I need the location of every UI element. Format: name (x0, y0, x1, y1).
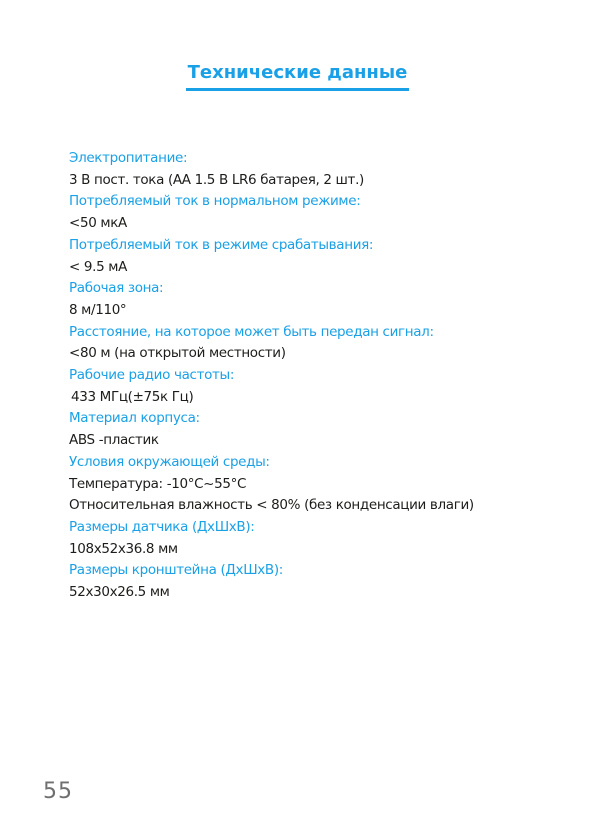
page-number: 55 (43, 779, 73, 804)
title-container (0, 62, 595, 91)
spec-label-environment: Условия окружающей среды: (69, 453, 270, 470)
spec-value-signal-range: <80 м (на открытой местности) (69, 345, 286, 362)
spec-value-temperature: Температура: -10°C~55°C (69, 475, 247, 492)
spec-value-power: 3 В пост. тока (АА 1.5 В LR6 батарея, 2 шт.) (69, 171, 364, 188)
spec-value-normal-current: <50 мкА (69, 215, 127, 232)
spec-value-humidity: Относительная влажность < 80% (без конденсации влаги) (69, 497, 474, 514)
spec-label-bracket-dimensions: Размеры кронштейна (ДхШхВ): (69, 562, 283, 579)
spec-value-bracket-dimensions: 52x30x26.5 мм (69, 584, 170, 601)
spec-value-sensor-dimensions: 108x52x36.8 мм (69, 540, 178, 557)
spec-label-detection-zone: Рабочая зона: (69, 280, 164, 297)
spec-value-detection-zone: 8 м/110° (69, 301, 127, 318)
spec-value-radio-frequency: 433 МГц(±75к Гц) (71, 388, 194, 405)
spec-label-normal-current: Потребляемый ток в нормальном режиме: (69, 193, 361, 210)
spec-label-radio-frequency: Рабочие радио частоты: (69, 367, 235, 384)
specs-list (69, 148, 569, 604)
spec-label-power: Электропитание: (69, 150, 188, 166)
spec-label-housing-material: Материал корпуса: (69, 410, 200, 427)
spec-value-trigger-current: < 9.5 мА (69, 258, 127, 275)
spec-label-sensor-dimensions: Размеры датчика (ДхШхВ): (69, 518, 255, 535)
spec-label-trigger-current: Потребляемый ток в режиме срабатывания: (69, 236, 374, 253)
spec-value-housing-material: ABS -пластик (69, 432, 159, 449)
spec-label-signal-range: Расстояние, на которое может быть передан сигнал: (69, 323, 434, 340)
page-title: Технические данные (186, 62, 410, 91)
